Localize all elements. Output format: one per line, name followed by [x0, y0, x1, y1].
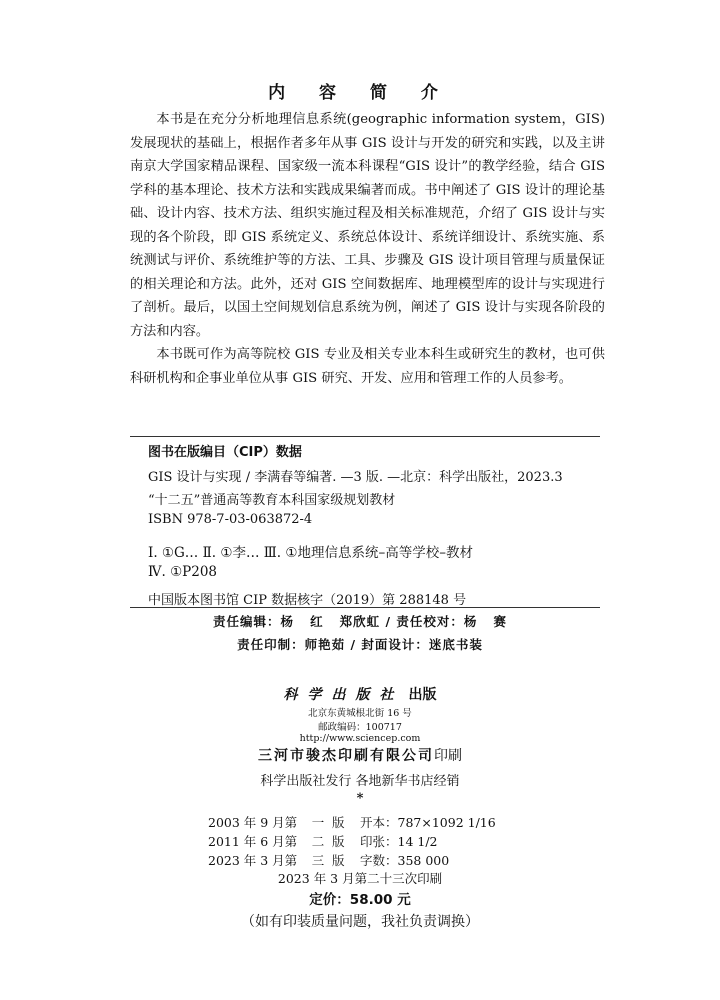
cip-classification-1: Ⅰ. ①G… Ⅱ. ①李… Ⅲ. ①地理信息系统–高等学校–教材 [148, 545, 473, 561]
cip-classification-2: Ⅳ. ①P208 [148, 564, 218, 580]
printer-name: 三河市骏杰印刷有限公司 [258, 748, 434, 764]
intro-section [130, 108, 605, 390]
edition-table [208, 812, 496, 869]
edition-date: 2003 年 9 月第 [208, 814, 298, 830]
credits-line-2: 责任印制：师艳茹 / 封面设计：迷底书装 [237, 637, 483, 652]
cip-record-number: 中国版本图书馆 CIP 数据核字（2019）第 288148 号 [148, 593, 467, 608]
publisher-url: http://www.sciencep.com [299, 733, 421, 744]
publisher-suffix: 出版 [408, 687, 437, 703]
publisher-name: 科学出版社 [283, 687, 404, 703]
edition-unit: 版 [332, 814, 345, 830]
edition-spec: 字数：358 000 [360, 852, 450, 868]
edition-row [208, 812, 496, 831]
edition-unit: 版 [332, 833, 345, 849]
price: 定价：58.00 元 [309, 892, 411, 908]
publisher-postcode: 邮政编码：100717 [318, 722, 402, 733]
edition-number: 三 [311, 852, 325, 868]
separator-star: * [356, 791, 364, 806]
cip-bottom-rule [130, 607, 600, 608]
cip-top-rule [130, 436, 600, 437]
print-count: 2023 年 3 月第二十三次印刷 [277, 871, 443, 886]
publisher-address: 北京东黄城根北街 16 号 [308, 708, 412, 719]
cip-series-line: “十二五”普通高等教育本科国家级规划教材 [148, 493, 396, 508]
distribution-line: 科学出版社发行 各地新华书店经销 [260, 774, 460, 789]
intro-paragraph-1: 本书是在充分分析地理信息系统(geographic information system，GIS)发展现状的基础上，根据作者多年从事 GIS 设计与开发的研究和实践，以及主讲南京大学国家精品课程、国家级一流本科课程“GIS 设计”的教学经验，结合 GIS 学科的基本理论、技术方法和实践成果编著而成。书中阐述了 GIS 设计的理论基础、设计内容、技术方法、组织实施过程及相关标准规范，介绍了 GIS 设计与实现的各个阶段，即 GIS 系统定义、系统总体设计、系统详细设计、系统实施、系统测试与评价、系统维护等的方法、工具、步骤及 GIS 设计项目管理与质量保证的相关理论和方法。此外，还对 GIS 空间数据库、地理模型库的设计与实现进行了剖析。最后，以国土空间规划信息系统为例，阐述了 GIS 设计与实现各阶段的方法和内容。 [130, 112, 605, 339]
edition-row [208, 850, 496, 869]
edition-unit: 版 [332, 852, 345, 868]
printer-line [0, 745, 720, 765]
edition-row [208, 831, 496, 850]
publisher-line [0, 684, 720, 704]
cip-isbn: ISBN 978-7-03-063872-4 [148, 512, 313, 527]
edition-date: 2023 年 3 月第 [208, 852, 298, 868]
edition-number: 二 [311, 833, 325, 849]
edition-date: 2011 年 6 月第 [208, 833, 298, 849]
edition-spec: 开本：787×1092 1/16 [360, 814, 496, 830]
quality-notice: （如有印装质量问题，我社负责调换） [241, 914, 479, 930]
cip-heading: 图书在版编目（CIP）数据 [148, 445, 302, 460]
credits-line-1: 责任编辑：杨 红 郑欣虹 / 责任校对：杨 赛 [213, 614, 507, 629]
cip-title-line: GIS 设计与实现 / 李满春等编著. —3 版. —北京：科学出版社，2023.3 [148, 470, 563, 485]
page-title: 内 容 简 介 [268, 83, 452, 103]
edition-number: 一 [311, 814, 325, 830]
intro-paragraph-2: 本书既可作为高等院校 GIS 专业及相关专业本科生或研究生的教材，也可供科研机构和企事业单位从事 GIS 研究、开发、应用和管理工作的人员参考。 [130, 347, 605, 386]
edition-spec: 印张：14 1/2 [360, 833, 438, 849]
printer-suffix: 印刷 [434, 748, 462, 764]
